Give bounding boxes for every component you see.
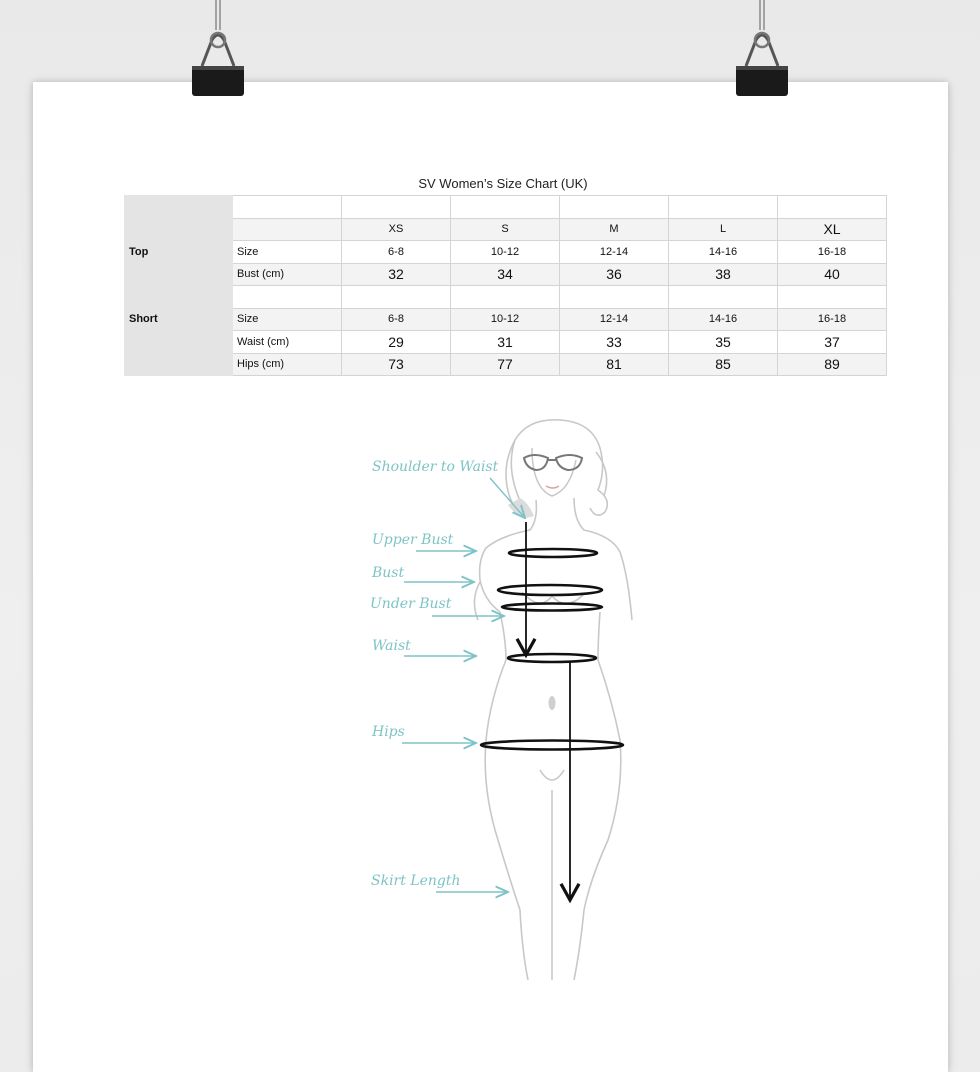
- table-cell: 31: [451, 331, 560, 354]
- chart-title: SV Women’s Size Chart (UK): [418, 176, 588, 191]
- table-cell: 77: [451, 353, 560, 376]
- table-cell: 89: [778, 353, 887, 376]
- measure-label: Size: [233, 241, 342, 264]
- label-hips: Hips: [372, 724, 405, 740]
- table-cell: 81: [560, 353, 669, 376]
- label-upper-bust: Upper Bust: [372, 532, 454, 548]
- label-waist: Waist: [372, 638, 411, 654]
- table-cell: 10-12: [451, 241, 560, 264]
- body-outline: [474, 498, 632, 980]
- table-cell: 37: [778, 331, 887, 354]
- table-cell: 14-16: [669, 241, 778, 264]
- size-header-m: M: [560, 218, 669, 241]
- table-cell: 12-14: [560, 241, 669, 264]
- table-cell: 12-14: [560, 308, 669, 331]
- table-cell: 16-18: [778, 308, 887, 331]
- table-cell: 10-12: [451, 308, 560, 331]
- section-label-top: Top: [125, 241, 233, 264]
- measure-label: Hips (cm): [233, 353, 342, 376]
- size-header-l: L: [669, 218, 778, 241]
- table-cell: 40: [778, 263, 887, 286]
- label-under-bust: Under Bust: [370, 596, 452, 612]
- table-cell: 14-16: [669, 308, 778, 331]
- table-cell: 29: [342, 331, 451, 354]
- measure-label: Size: [233, 308, 342, 331]
- measurement-lines: [481, 549, 623, 750]
- size-header-xl: XL: [778, 218, 887, 241]
- measure-label: Bust (cm): [233, 263, 342, 286]
- measure-label: Waist (cm): [233, 331, 342, 354]
- table-cell: 6-8: [342, 308, 451, 331]
- table-cell: 32: [342, 263, 451, 286]
- navel: [549, 696, 556, 710]
- table-cell: 85: [669, 353, 778, 376]
- table-cell: 36: [560, 263, 669, 286]
- section-label-short: Short: [125, 308, 233, 331]
- table-cell: 16-18: [778, 241, 887, 264]
- size-header-s: S: [451, 218, 560, 241]
- table-cell: 34: [451, 263, 560, 286]
- size-header-xs: XS: [342, 218, 451, 241]
- table-cell: 73: [342, 353, 451, 376]
- label-bust: Bust: [372, 565, 405, 581]
- table-cell: 6-8: [342, 241, 451, 264]
- table-cell: 38: [669, 263, 778, 286]
- table-cell: 33: [560, 331, 669, 354]
- label-shoulder-to-waist: Shoulder to Waist: [372, 459, 499, 475]
- label-skirt-length: Skirt Length: [371, 873, 461, 889]
- table-cell: 35: [669, 331, 778, 354]
